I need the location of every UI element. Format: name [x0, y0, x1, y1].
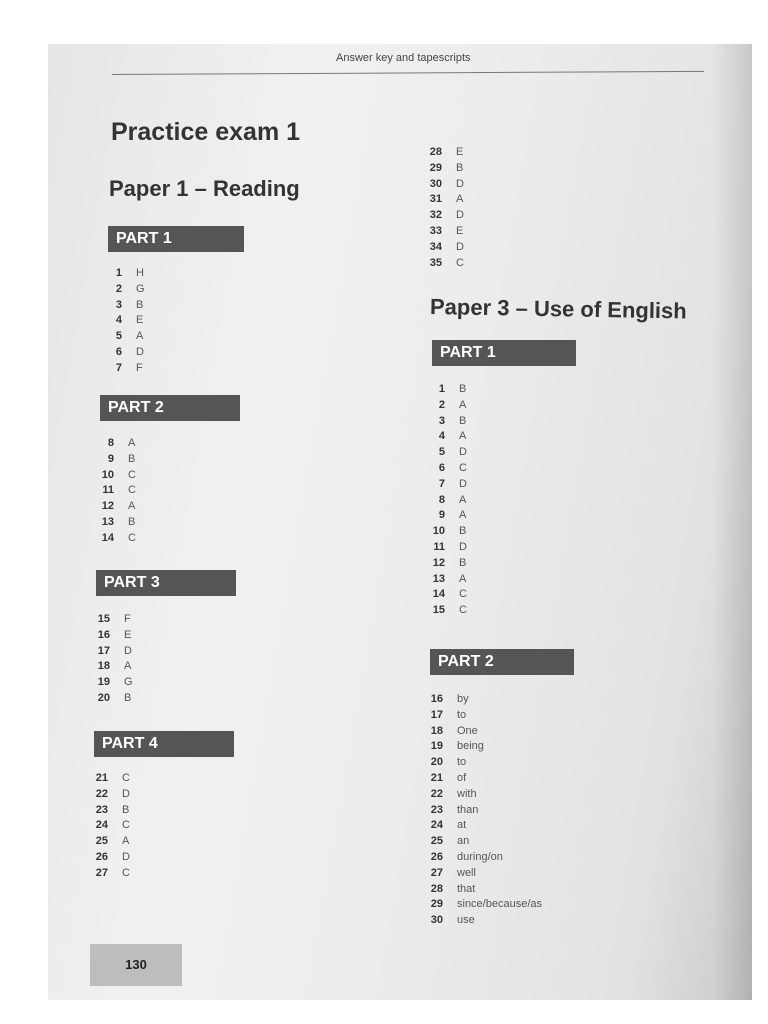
answer-value: B — [128, 515, 136, 528]
question-number: 7 — [115, 361, 122, 374]
question-number: 6 — [115, 345, 122, 358]
question-number: 8 — [107, 437, 114, 449]
answer-value: A — [124, 660, 132, 673]
exam-title: Practice exam 1 — [111, 118, 301, 146]
book-page — [48, 44, 752, 1000]
answer-row — [421, 866, 542, 882]
answer-row — [88, 691, 133, 707]
answer-row — [88, 628, 133, 644]
answer-value: A — [136, 330, 144, 343]
question-number: 21 — [95, 772, 108, 784]
answer-value: D — [459, 446, 467, 459]
question-number: 29 — [429, 161, 442, 174]
question-number: 21 — [430, 771, 443, 784]
question-number: 5 — [115, 330, 122, 343]
answer-row — [88, 659, 133, 675]
question-number: 23 — [430, 803, 443, 816]
question-number: 24 — [95, 819, 108, 832]
answer-row — [86, 850, 130, 866]
answer-row — [100, 282, 145, 298]
question-number: 24 — [430, 819, 443, 832]
answer-value: an — [457, 835, 470, 848]
question-number: 18 — [430, 724, 443, 737]
answer-value: C — [122, 866, 130, 879]
answer-value: B — [459, 525, 467, 538]
answer-value: since/because/as — [457, 898, 542, 911]
answer-row — [86, 803, 130, 819]
answer-row — [86, 834, 130, 850]
answer-value: C — [122, 819, 130, 832]
answer-row — [100, 313, 145, 329]
question-number: 33 — [429, 224, 442, 237]
question-number: 17 — [97, 644, 110, 657]
question-number: 13 — [101, 515, 114, 528]
question-number: 7 — [438, 477, 445, 490]
answer-value: during/on — [457, 850, 503, 863]
answer-row — [86, 771, 130, 787]
answer-row — [92, 499, 136, 515]
header-rule — [112, 71, 704, 75]
answer-value: D — [456, 240, 464, 253]
answer-value: A — [459, 398, 467, 411]
answer-row — [420, 161, 464, 177]
answer-value: G — [136, 282, 145, 295]
answer-value: to — [457, 708, 467, 721]
paper1-title: Paper 1 – Reading — [109, 176, 300, 201]
answer-value: than — [457, 803, 479, 816]
answer-row — [92, 452, 136, 468]
answer-value: F — [136, 361, 143, 374]
answer-value: D — [124, 644, 132, 657]
paper3-title: Paper 3 – Use of English — [429, 294, 687, 324]
answer-row — [423, 445, 467, 461]
question-number: 9 — [107, 452, 114, 465]
paper1-part4-answers-continued — [420, 145, 464, 271]
running-head: Answer key and tapescripts — [336, 52, 471, 64]
answer-value: C — [128, 468, 136, 481]
answer-row — [423, 477, 467, 493]
answer-row — [88, 644, 133, 660]
answer-row — [423, 587, 467, 603]
answer-value: E — [124, 628, 132, 641]
answer-row — [423, 572, 467, 588]
answer-value: B — [459, 556, 467, 569]
question-number: 27 — [95, 866, 108, 879]
answer-value: with — [457, 787, 477, 800]
answer-value: B — [122, 803, 130, 816]
answer-row — [86, 866, 130, 882]
question-number: 30 — [430, 914, 443, 927]
answer-row — [423, 508, 467, 524]
answer-row — [423, 540, 467, 556]
answer-row — [100, 329, 145, 345]
answer-value: of — [457, 771, 467, 784]
answer-value: A — [459, 493, 467, 506]
answer-row — [86, 787, 130, 803]
paper1-part4-heading: PART 4 — [94, 731, 234, 757]
answer-value: D — [459, 477, 467, 490]
question-number: 29 — [430, 898, 443, 911]
question-number: 28 — [429, 146, 442, 158]
answer-value: at — [457, 819, 467, 832]
question-number: 1 — [438, 383, 445, 395]
answer-row — [88, 612, 133, 628]
answer-row — [421, 803, 542, 819]
question-number: 12 — [101, 500, 114, 513]
answer-row — [421, 755, 542, 771]
question-number: 12 — [432, 556, 445, 569]
answer-value: B — [456, 161, 464, 174]
answer-value: B — [459, 414, 467, 427]
paper1-part2-heading: PART 2 — [100, 395, 240, 421]
question-number: 13 — [432, 572, 445, 585]
answer-row — [92, 531, 136, 547]
answer-value: C — [459, 461, 467, 474]
answer-value: B — [124, 691, 132, 704]
question-number: 2 — [115, 282, 122, 295]
answer-row — [423, 414, 467, 430]
answer-row — [100, 345, 145, 361]
answer-row — [420, 177, 464, 193]
answer-value: H — [136, 267, 144, 279]
question-number: 22 — [95, 787, 108, 800]
answer-row — [100, 266, 145, 282]
answer-value: B — [136, 298, 144, 311]
answer-row — [420, 256, 464, 272]
answer-value: A — [128, 437, 136, 449]
answer-value: well — [457, 866, 476, 879]
paper1-part2-answers — [92, 436, 136, 547]
question-number: 35 — [429, 256, 442, 269]
paper1-part3-answers — [88, 612, 133, 707]
answer-value: D — [122, 787, 130, 800]
answer-value: D — [122, 850, 130, 863]
paper3-part1-heading: PART 1 — [432, 340, 576, 366]
question-number: 15 — [97, 613, 110, 625]
paper3-part2-heading: PART 2 — [430, 649, 574, 675]
page-number: 130 — [90, 944, 182, 986]
answer-row — [100, 298, 145, 314]
page-gutter-shadow — [712, 44, 752, 1000]
question-number: 16 — [430, 693, 443, 705]
answer-row — [421, 850, 542, 866]
answer-row — [92, 515, 136, 531]
answer-row — [421, 818, 542, 834]
answer-value: C — [459, 604, 467, 617]
answer-value: that — [457, 882, 476, 895]
question-number: 20 — [430, 756, 443, 769]
question-number: 10 — [432, 525, 445, 538]
question-number: 25 — [95, 835, 108, 848]
question-number: 16 — [97, 628, 110, 641]
answer-row — [421, 787, 542, 803]
answer-row — [420, 192, 464, 208]
question-number: 11 — [102, 484, 114, 497]
answer-value: G — [124, 676, 133, 689]
question-number: 19 — [97, 676, 110, 689]
question-number: 4 — [115, 314, 122, 327]
answer-row — [421, 708, 542, 724]
answer-row — [423, 493, 467, 509]
question-number: 10 — [101, 468, 114, 481]
answer-value: being — [457, 740, 484, 753]
answer-row — [423, 382, 467, 398]
answer-value: D — [456, 177, 464, 190]
answer-value: A — [122, 835, 130, 848]
answer-row — [92, 483, 136, 499]
question-number: 8 — [438, 493, 445, 506]
answer-value: D — [456, 209, 464, 222]
question-number: 14 — [432, 588, 445, 601]
answer-row — [421, 834, 542, 850]
answer-row — [88, 675, 133, 691]
question-number: 30 — [429, 177, 442, 190]
answer-value: by — [457, 693, 469, 705]
question-number: 22 — [430, 787, 443, 800]
answer-row — [100, 361, 145, 377]
answer-row — [423, 461, 467, 477]
answer-value: One — [457, 724, 478, 737]
question-number: 6 — [438, 461, 445, 474]
answer-value: C — [128, 484, 136, 497]
question-number: 26 — [95, 850, 108, 863]
question-number: 5 — [438, 446, 445, 459]
question-number: 20 — [97, 691, 110, 704]
answer-row — [421, 724, 542, 740]
answer-row — [423, 603, 467, 619]
answer-row — [86, 818, 130, 834]
answer-value: E — [456, 146, 464, 158]
answer-row — [423, 524, 467, 540]
answer-row — [423, 556, 467, 572]
answer-value: use — [457, 914, 475, 927]
answer-value: D — [459, 540, 467, 553]
answer-row — [420, 145, 464, 161]
answer-row — [421, 739, 542, 755]
question-number: 32 — [429, 209, 442, 222]
answer-value: E — [136, 314, 144, 327]
question-number: 19 — [430, 740, 443, 753]
answer-value: A — [459, 430, 467, 443]
question-number: 34 — [429, 240, 442, 253]
answer-row — [423, 398, 467, 414]
answer-row — [421, 692, 542, 708]
answer-value: F — [124, 613, 131, 625]
question-number: 28 — [430, 882, 443, 895]
question-number: 26 — [430, 850, 443, 863]
paper1-part1-answers — [100, 266, 145, 377]
paper1-part3-heading: PART 3 — [96, 570, 236, 596]
question-number: 1 — [115, 267, 122, 279]
answer-value: D — [136, 345, 144, 358]
answer-value: A — [456, 193, 464, 206]
question-number: 11 — [433, 540, 445, 553]
answer-row — [420, 224, 464, 240]
answer-value: C — [122, 772, 130, 784]
answer-row — [421, 771, 542, 787]
question-number: 17 — [430, 708, 443, 721]
answer-row — [92, 436, 136, 452]
answer-value: C — [128, 531, 136, 544]
answer-row — [421, 882, 542, 898]
question-number: 2 — [438, 398, 445, 411]
answer-value: E — [456, 224, 464, 237]
paper1-part1-heading: PART 1 — [108, 226, 244, 252]
answer-value: to — [457, 756, 467, 769]
answer-value: A — [459, 572, 467, 585]
question-number: 14 — [101, 531, 114, 544]
question-number: 31 — [429, 193, 442, 206]
question-number: 3 — [438, 414, 445, 427]
question-number: 4 — [438, 430, 445, 443]
answer-row — [423, 429, 467, 445]
question-number: 27 — [430, 866, 443, 879]
answer-value: A — [128, 500, 136, 513]
answer-value: C — [459, 588, 467, 601]
answer-row — [421, 897, 542, 913]
paper3-part2-answers — [421, 692, 542, 929]
question-number: 18 — [97, 660, 110, 673]
question-number: 9 — [438, 509, 445, 522]
answer-row — [420, 240, 464, 256]
answer-value: C — [456, 256, 464, 269]
answer-row — [92, 468, 136, 484]
answer-value: B — [459, 383, 467, 395]
question-number: 25 — [430, 835, 443, 848]
answer-row — [420, 208, 464, 224]
answer-row — [421, 913, 542, 929]
question-number: 15 — [432, 604, 445, 617]
paper3-part1-answers — [423, 382, 467, 619]
question-number: 23 — [95, 803, 108, 816]
question-number: 3 — [115, 298, 122, 311]
answer-value: B — [128, 452, 136, 465]
paper1-part4-answers — [86, 771, 130, 882]
answer-value: A — [459, 509, 467, 522]
